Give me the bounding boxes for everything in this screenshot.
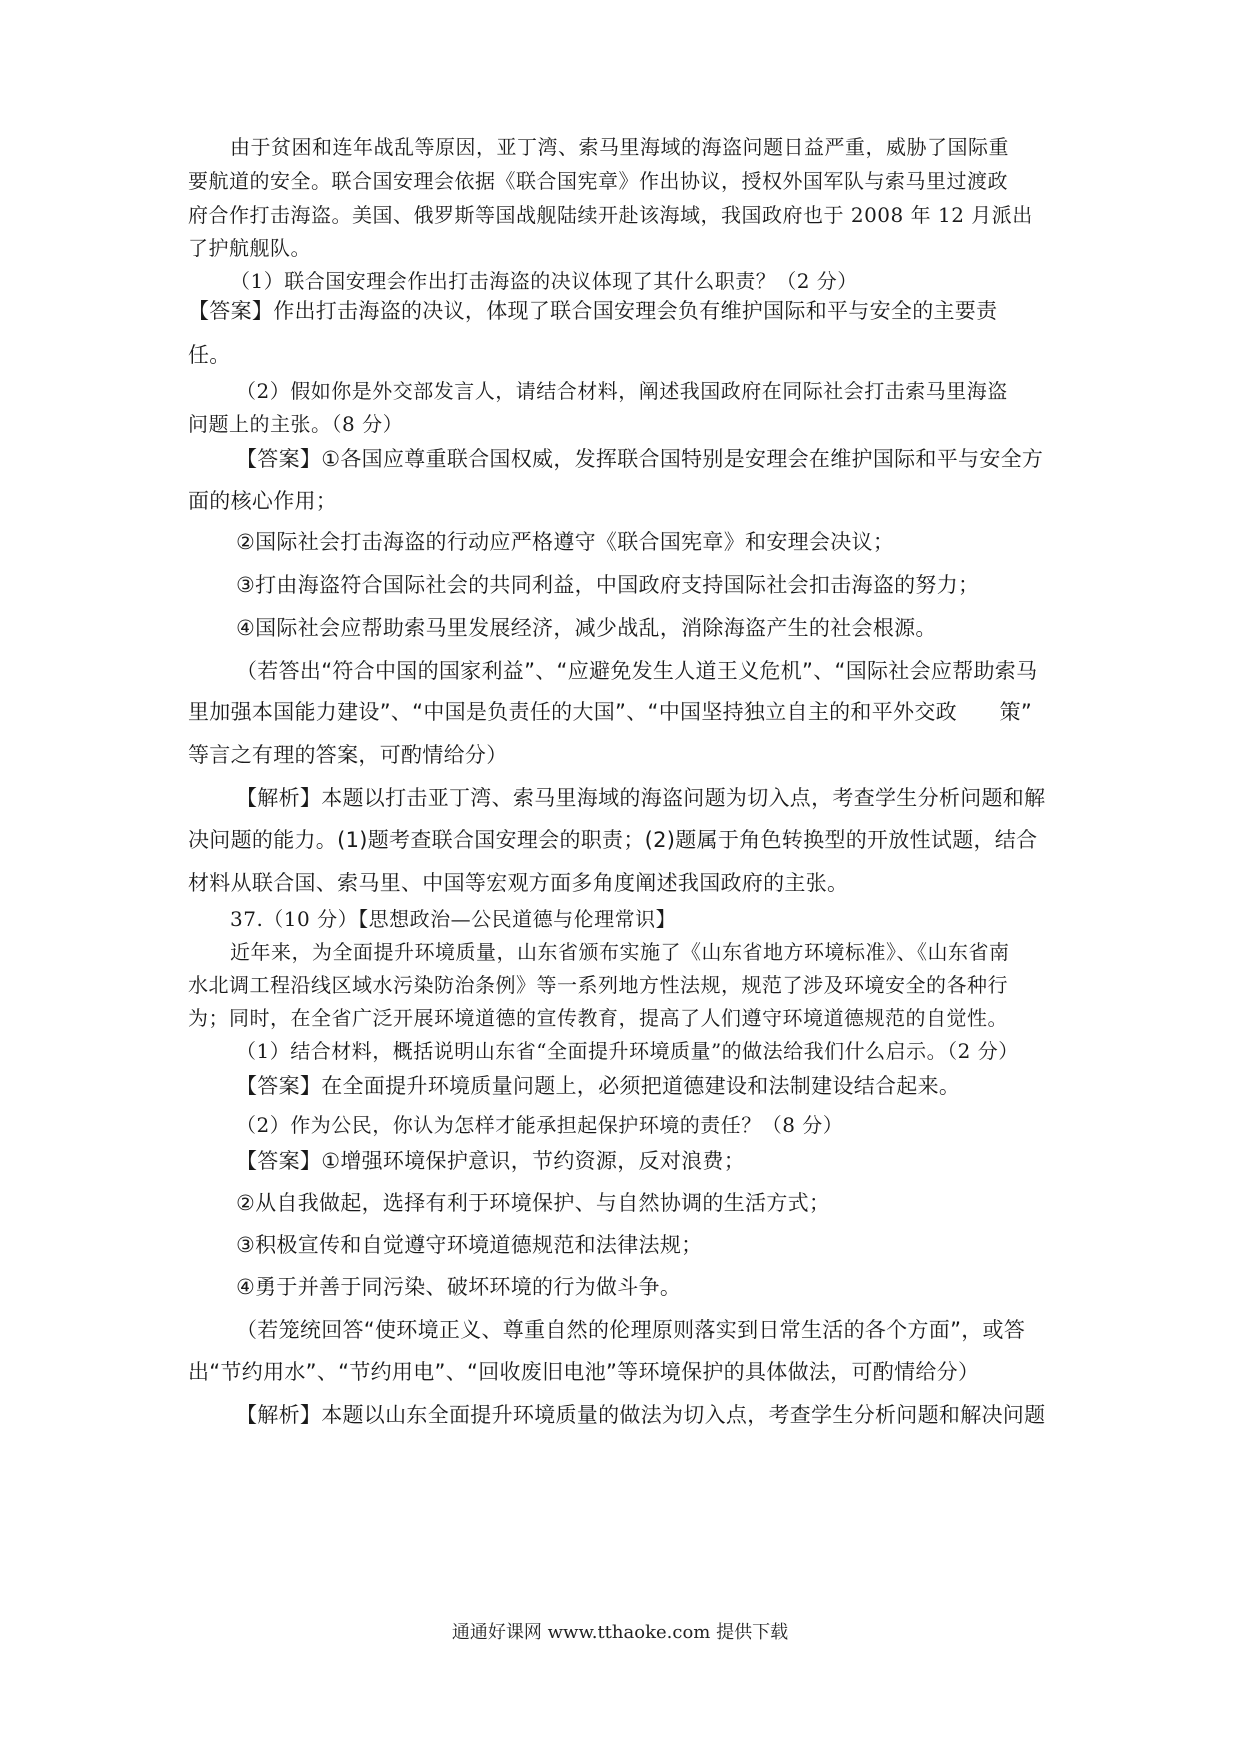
note-line: （若笼统回答“使环境正义、尊重自然的伦理原则落实到日常生活的各个方面”，或答 [236,1318,1026,1342]
paragraph-line: 要航道的安全。联合国安理会依据《联合国宪章》作出协议，授权外国军队与索马里过渡政 [188,169,1008,193]
answer-line: ③积极宣传和自觉遵守环境道德规范和法律法规； [236,1233,703,1257]
question-heading: 37.（10 分）【思想政治—公民道德与伦理常识】 [230,907,677,931]
note-line: 等言之有理的答案，可酌情给分） [188,743,508,767]
answer-line: 任。 [188,343,231,367]
paragraph-line: 水北调工程沿线区域水污染防治条例》等一系列地方性法规，规范了涉及环境安全的各种行 [188,973,1008,997]
paragraph-line: 近年来，为全面提升环境质量，山东省颁布实施了《山东省地方环境标准》、《山东省南 [230,940,1010,964]
analysis-line: 材料从联合国、索马里、中国等宏观方面多角度阐述我国政府的主张。 [188,871,849,895]
analysis-line: 【解析】本题以山东全面提升环境质量的做法为切入点，考查学生分析问题和解决问题 [236,1403,1046,1427]
analysis-line: 决问题的能力。(1)题考查联合国安理会的职责；(2)题属于角色转换型的开放性试题，结合 [188,828,1038,852]
page-footer: 通通好课网 www.tthaoke.com 提供下载 [451,1622,789,1643]
question-line: （2）作为公民，你认为怎样才能承担起保护环境的责任？（8 分） [236,1113,844,1137]
answer-line: ②国际社会打击海盗的行动应严格遵守《联合国宪章》和安理会决议； [236,530,895,554]
note-line: （若答出“符合中国的国家利益”、“应避免发生人道王义危机”、“国际社会应帮助索马 [236,659,1038,683]
question-line: （2）假如你是外交部发言人，请结合材料，阐述我国政府在同际社会打击索马里海盗 [236,379,1008,403]
analysis-line: 【解析】本题以打击亚丁湾、索马里海域的海盗问题为切入点，考查学生分析问题和解 [236,786,1046,810]
paragraph-line: 府合作打击海盗。美国、俄罗斯等国战舰陆续开赴该海域，我国政府也于 2008 年 12 月派出 [188,203,1033,227]
answer-line: 【答案】作出打击海盗的决议，体现了联合国安理会负有维护国际和平与安全的主要责 [188,299,998,323]
answer-line: 【答案】①各国应尊重联合国权威，发挥联合国特别是安理会在维护国际和平与安全方 [236,447,1044,471]
answer-line: 面的核心作用； [188,489,338,513]
note-line: 里加强本国能力建设”、“中国是负责任的大国”、“中国坚持独立自主的和平外交政 策” [188,700,1032,724]
question-line: 问题上的主张。（8 分） [188,412,404,436]
answer-line: ④国际社会应帮助索马里发展经济，减少战乱，消除海盗产生的社会根源。 [236,616,937,640]
paragraph-line: 由于贫困和连年战乱等原因，亚丁湾、索马里海域的海盗问题日益严重，威胁了国际重 [230,135,1009,159]
paragraph-line: 为；同时，在全省广泛开展环境道德的宣传教育，提高了人们遵守环境道德规范的自觉性。 [188,1006,1008,1030]
answer-line: 【答案】在全面提升环境质量问题上，必须把道德建设和法制建设结合起来。 [236,1074,961,1098]
answer-line: 【答案】①增强环境保护意识，节约资源，反对浪费； [236,1149,746,1173]
note-line: 出“节约用水”、“节约用电”、“回收废旧电池”等环境保护的具体做法，可酌情给分） [188,1360,980,1384]
answer-line: ④勇于并善于同污染、破坏环境的行为做斗争。 [236,1275,682,1299]
question-line: （1）结合材料，概括说明山东省“全面提升环境质量”的做法给我们什么启示。（2 分） [236,1039,1019,1063]
answer-line: ③打由海盗符合国际社会的共同利益，中国政府支持国际社会扣击海盗的努力； [236,573,980,597]
answer-line: ②从自我做起，选择有利于环境保护、与自然协调的生活方式； [236,1191,831,1215]
paragraph-line: 了护航舰队。 [188,236,311,260]
question-line: （1）联合国安理会作出打击海盗的决议体现了其什么职责？（2 分） [230,269,858,293]
